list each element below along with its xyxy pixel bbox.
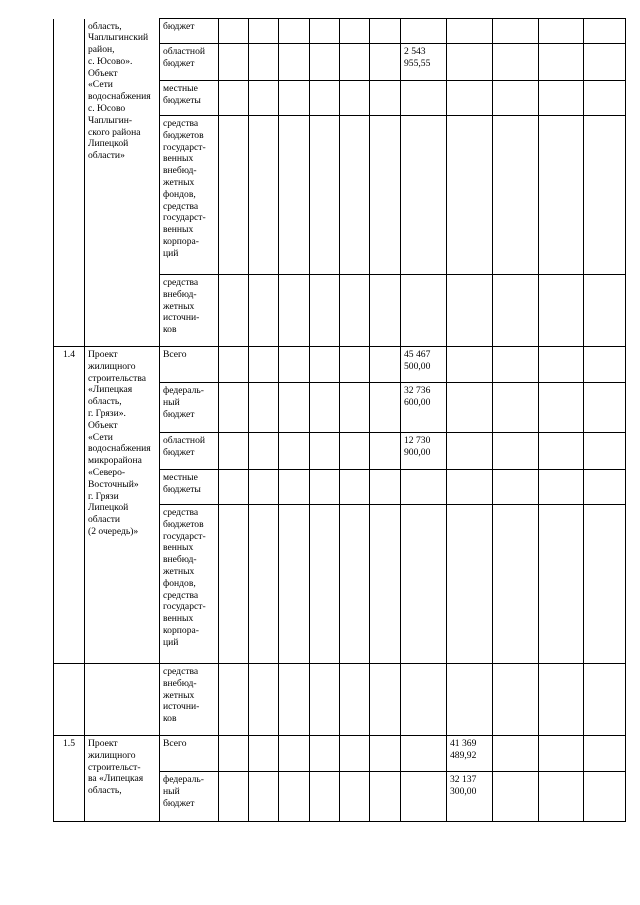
empty-cell — [310, 347, 340, 383]
empty-cell — [279, 736, 310, 772]
empty-cell — [310, 275, 340, 347]
empty-cell — [493, 44, 539, 81]
source-cell: областной бюджет — [160, 44, 219, 81]
empty-cell — [340, 736, 370, 772]
empty-cell — [249, 116, 279, 275]
empty-cell — [340, 44, 370, 81]
empty-cell — [584, 772, 626, 822]
empty-cell — [539, 275, 584, 347]
value-cell: 12 730 900,00 — [401, 433, 447, 470]
empty-cell — [310, 470, 340, 505]
value-cell: 2 543 955,55 — [401, 44, 447, 81]
empty-cell — [340, 383, 370, 433]
source-cell: местные бюджеты — [160, 470, 219, 505]
empty-cell — [493, 347, 539, 383]
empty-cell — [340, 19, 370, 44]
empty-cell — [249, 736, 279, 772]
empty-cell — [539, 772, 584, 822]
empty-cell — [539, 433, 584, 470]
empty-cell — [340, 470, 370, 505]
empty-cell — [310, 81, 340, 116]
value-cell: 41 369 489,92 — [447, 736, 493, 772]
empty-cell — [447, 470, 493, 505]
empty-cell — [340, 772, 370, 822]
empty-cell — [370, 772, 401, 822]
project-name-cell: область, Чаплыгинский район, с. Юсово». Объект «Сети водоснабжения с. Юсово Чаплыгин- ского района Липецкой области» — [85, 19, 160, 347]
empty-cell — [370, 664, 401, 736]
empty-cell — [447, 19, 493, 44]
empty-cell — [219, 44, 249, 81]
source-cell: средства бюджетов государст- венных внебюд- жетных фондов, средства государст- венных корпора- ций — [160, 116, 219, 275]
row-number-cell: 1.4 — [54, 347, 85, 664]
empty-cell — [493, 19, 539, 44]
table-row — [54, 19, 626, 44]
empty-cell — [279, 383, 310, 433]
empty-cell — [370, 81, 401, 116]
value-cell: 45 467 500,00 — [401, 347, 447, 383]
empty-cell — [279, 44, 310, 81]
empty-cell — [310, 505, 340, 664]
value-cell: 32 736 600,00 — [401, 383, 447, 433]
empty-cell — [584, 116, 626, 275]
empty-cell — [493, 736, 539, 772]
value-cell — [401, 116, 447, 275]
empty-cell — [279, 347, 310, 383]
empty-cell — [539, 505, 584, 664]
empty-cell — [310, 116, 340, 275]
empty-cell — [584, 44, 626, 81]
empty-cell — [584, 736, 626, 772]
empty-cell — [249, 275, 279, 347]
source-cell: местные бюджеты — [160, 81, 219, 116]
empty-cell — [279, 433, 310, 470]
empty-cell — [447, 383, 493, 433]
empty-cell — [249, 505, 279, 664]
empty-cell — [249, 19, 279, 44]
value-cell — [401, 275, 447, 347]
empty-cell — [279, 81, 310, 116]
empty-cell — [310, 772, 340, 822]
empty-cell — [249, 664, 279, 736]
empty-cell — [310, 664, 340, 736]
empty-cell — [584, 81, 626, 116]
empty-cell — [219, 81, 249, 116]
source-cell: федераль- ный бюджет — [160, 383, 219, 433]
empty-cell — [219, 116, 249, 275]
empty-cell — [493, 664, 539, 736]
empty-cell — [493, 275, 539, 347]
value-cell — [401, 19, 447, 44]
empty-cell — [279, 19, 310, 44]
empty-cell — [249, 383, 279, 433]
empty-cell — [370, 383, 401, 433]
empty-cell — [219, 433, 249, 470]
empty-cell — [310, 736, 340, 772]
empty-cell — [219, 275, 249, 347]
empty-cell — [370, 433, 401, 470]
empty-cell — [340, 116, 370, 275]
project-name-cell: Проект жилищного строительст- ва «Липецкая область, — [85, 736, 160, 822]
empty-cell — [584, 664, 626, 736]
row-number-cell — [54, 664, 85, 736]
empty-cell — [493, 433, 539, 470]
empty-cell — [279, 664, 310, 736]
empty-cell — [310, 433, 340, 470]
empty-cell — [493, 470, 539, 505]
empty-cell — [340, 505, 370, 664]
empty-cell — [584, 347, 626, 383]
empty-cell — [493, 505, 539, 664]
empty-cell — [370, 19, 401, 44]
empty-cell — [340, 433, 370, 470]
source-cell: федераль- ный бюджет — [160, 772, 219, 822]
empty-cell — [447, 81, 493, 116]
empty-cell — [539, 664, 584, 736]
source-cell: средства бюджетов государст- венных внебюд- жетных фондов, средства государст- венных корпора- ций — [160, 505, 219, 664]
value-cell: 32 137 300,00 — [447, 772, 493, 822]
empty-cell — [493, 116, 539, 275]
empty-cell — [493, 383, 539, 433]
project-name-cell — [85, 664, 160, 736]
source-cell: Всего — [160, 347, 219, 383]
empty-cell — [539, 116, 584, 275]
empty-cell — [493, 81, 539, 116]
empty-cell — [219, 664, 249, 736]
empty-cell — [279, 275, 310, 347]
empty-cell — [340, 664, 370, 736]
empty-cell — [310, 383, 340, 433]
empty-cell — [249, 347, 279, 383]
empty-cell — [447, 44, 493, 81]
empty-cell — [539, 44, 584, 81]
empty-cell — [279, 116, 310, 275]
empty-cell — [447, 433, 493, 470]
empty-cell — [539, 347, 584, 383]
empty-cell — [310, 19, 340, 44]
empty-cell — [249, 470, 279, 505]
empty-cell — [447, 116, 493, 275]
empty-cell — [219, 505, 249, 664]
empty-cell — [539, 736, 584, 772]
empty-cell — [219, 772, 249, 822]
empty-cell — [340, 347, 370, 383]
financing-table — [53, 18, 626, 822]
empty-cell — [340, 81, 370, 116]
empty-cell — [370, 505, 401, 664]
value-cell — [401, 470, 447, 505]
row-number-cell: 1.5 — [54, 736, 85, 822]
empty-cell — [539, 81, 584, 116]
value-cell — [401, 664, 447, 736]
source-cell: Всего — [160, 736, 219, 772]
empty-cell — [370, 275, 401, 347]
empty-cell — [584, 470, 626, 505]
row-number-cell — [54, 19, 85, 347]
empty-cell — [539, 470, 584, 505]
empty-cell — [584, 383, 626, 433]
empty-cell — [493, 772, 539, 822]
empty-cell — [279, 470, 310, 505]
empty-cell — [447, 505, 493, 664]
empty-cell — [340, 275, 370, 347]
source-cell: бюджет — [160, 19, 219, 44]
empty-cell — [279, 772, 310, 822]
empty-cell — [219, 19, 249, 44]
empty-cell — [447, 347, 493, 383]
empty-cell — [584, 275, 626, 347]
empty-cell — [249, 772, 279, 822]
value-cell — [401, 505, 447, 664]
empty-cell — [584, 505, 626, 664]
source-cell: областной бюджет — [160, 433, 219, 470]
source-cell: средства внебюд- жетных источни- ков — [160, 275, 219, 347]
project-name-cell: Проект жилищного строительства «Липецкая область, г. Грязи». Объект «Сети водоснабжения микрорайона «Северо- Восточный» г. Грязи Липецкой области (2 очередь)» — [85, 347, 160, 664]
table-row — [54, 664, 626, 736]
table-row — [54, 736, 626, 772]
empty-cell — [219, 383, 249, 433]
empty-cell — [584, 19, 626, 44]
table-row — [54, 347, 626, 383]
empty-cell — [447, 664, 493, 736]
empty-cell — [539, 19, 584, 44]
empty-cell — [370, 470, 401, 505]
empty-cell — [249, 433, 279, 470]
empty-cell — [370, 44, 401, 81]
empty-cell — [447, 275, 493, 347]
empty-cell — [249, 44, 279, 81]
empty-cell — [401, 772, 447, 822]
empty-cell — [279, 505, 310, 664]
empty-cell — [219, 736, 249, 772]
empty-cell — [249, 81, 279, 116]
empty-cell — [310, 44, 340, 81]
empty-cell — [370, 736, 401, 772]
empty-cell — [584, 433, 626, 470]
empty-cell — [219, 347, 249, 383]
value-cell — [401, 81, 447, 116]
empty-cell — [370, 116, 401, 275]
empty-cell — [401, 736, 447, 772]
empty-cell — [219, 470, 249, 505]
empty-cell — [370, 347, 401, 383]
source-cell: средства внебюд- жетных источни- ков — [160, 664, 219, 736]
empty-cell — [539, 383, 584, 433]
